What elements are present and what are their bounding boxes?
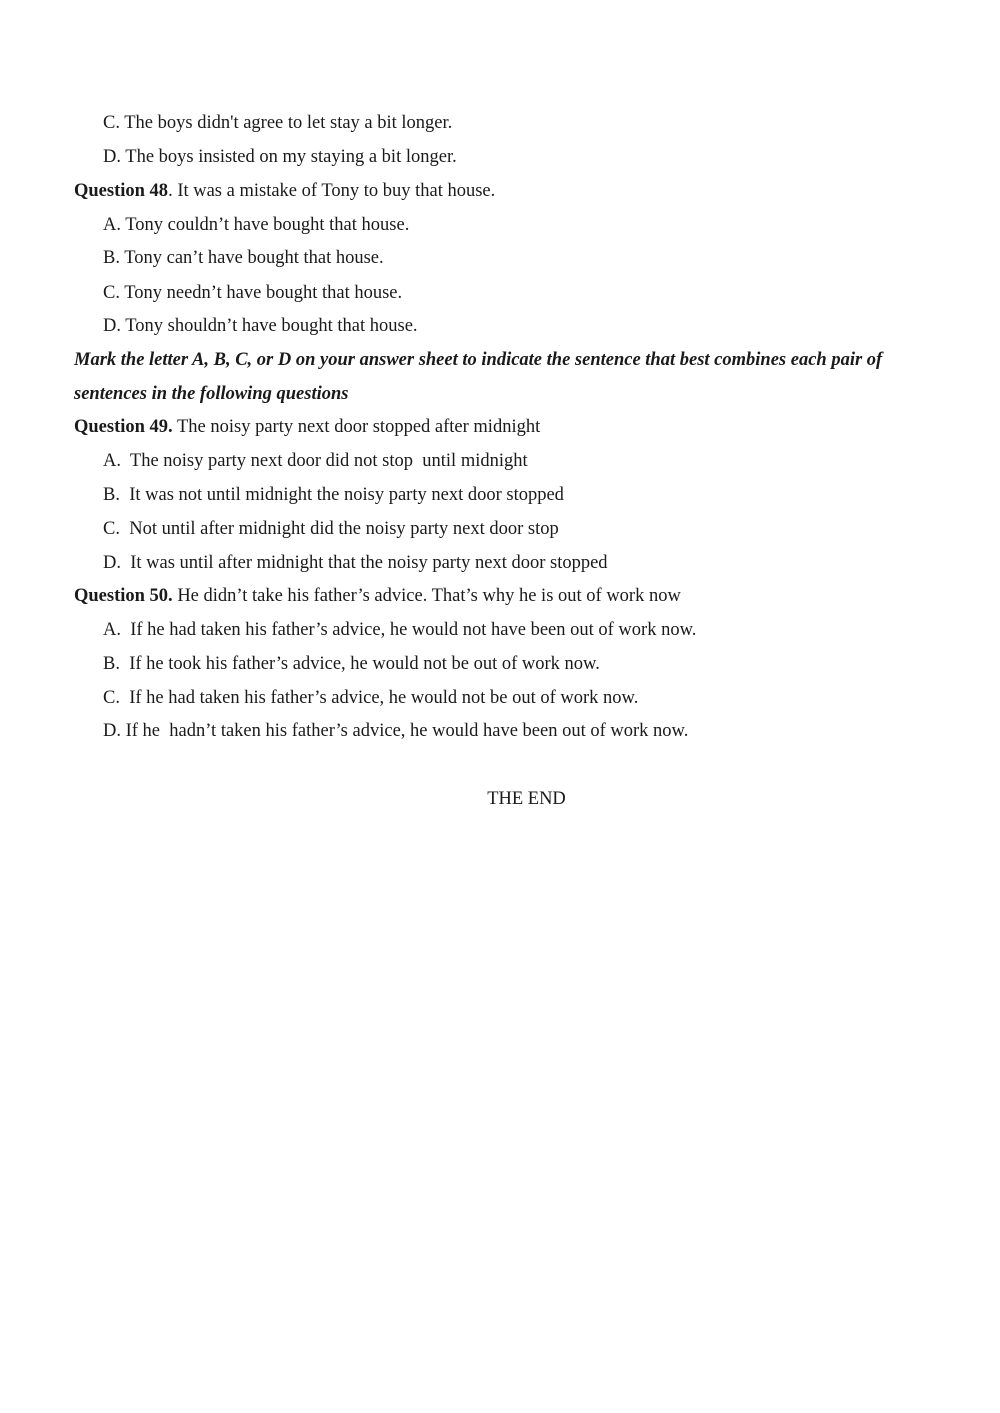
q48-option-c: C. Tony needn’t have bought that house. — [103, 283, 403, 303]
instruction-line-2: sentences in the following questions — [74, 384, 349, 404]
q48-option-b: B. Tony can’t have bought that house. — [103, 248, 384, 268]
q49-option-b: B. It was not until midnight the noisy party next door stopped — [103, 485, 564, 505]
q49-option-c: C. Not until after midnight did the noisy party next door stop — [103, 519, 559, 539]
question-50-text: He didn’t take his father’s advice. That’s why he is out of work now — [172, 586, 681, 606]
q49-option-a: A. The noisy party next door did not stop until midnight — [103, 451, 528, 471]
prev-option-c: C. The boys didn't agree to let stay a bit longer. — [103, 113, 453, 133]
q50-option-b: B. If he took his father’s advice, he would not be out of work now. — [103, 654, 600, 674]
question-49 — [74, 415, 540, 439]
q50-option-d: D. If he hadn’t taken his father’s advice, he would have been out of work now. — [103, 721, 689, 741]
question-49-text: The noisy party next door stopped after midnight — [172, 417, 541, 437]
q48-option-a: A. Tony couldn’t have bought that house. — [103, 215, 410, 235]
q49-option-d: D. It was until after midnight that the noisy party next door stopped — [103, 553, 608, 573]
question-48-text: . It was a mistake of Tony to buy that house. — [168, 181, 496, 201]
question-48 — [74, 179, 495, 203]
question-50 — [74, 584, 681, 608]
prev-option-d: D. The boys insisted on my staying a bit longer. — [103, 147, 457, 167]
instruction-line-1: Mark the letter A, B, C, or D on your answer sheet to indicate the sentence that best combines each pair of — [74, 350, 883, 370]
q48-option-d: D. Tony shouldn’t have bought that house. — [103, 316, 418, 336]
question-50-label: Question 50. — [74, 586, 173, 606]
q50-option-c: C. If he had taken his father’s advice, he would not be out of work now. — [103, 688, 639, 708]
end-marker: THE END — [487, 789, 566, 809]
question-49-label: Question 49. — [74, 417, 173, 437]
question-48-label: Question 48 — [74, 181, 169, 201]
q50-option-a: A. If he had taken his father’s advice, he would not have been out of work now. — [103, 620, 697, 640]
